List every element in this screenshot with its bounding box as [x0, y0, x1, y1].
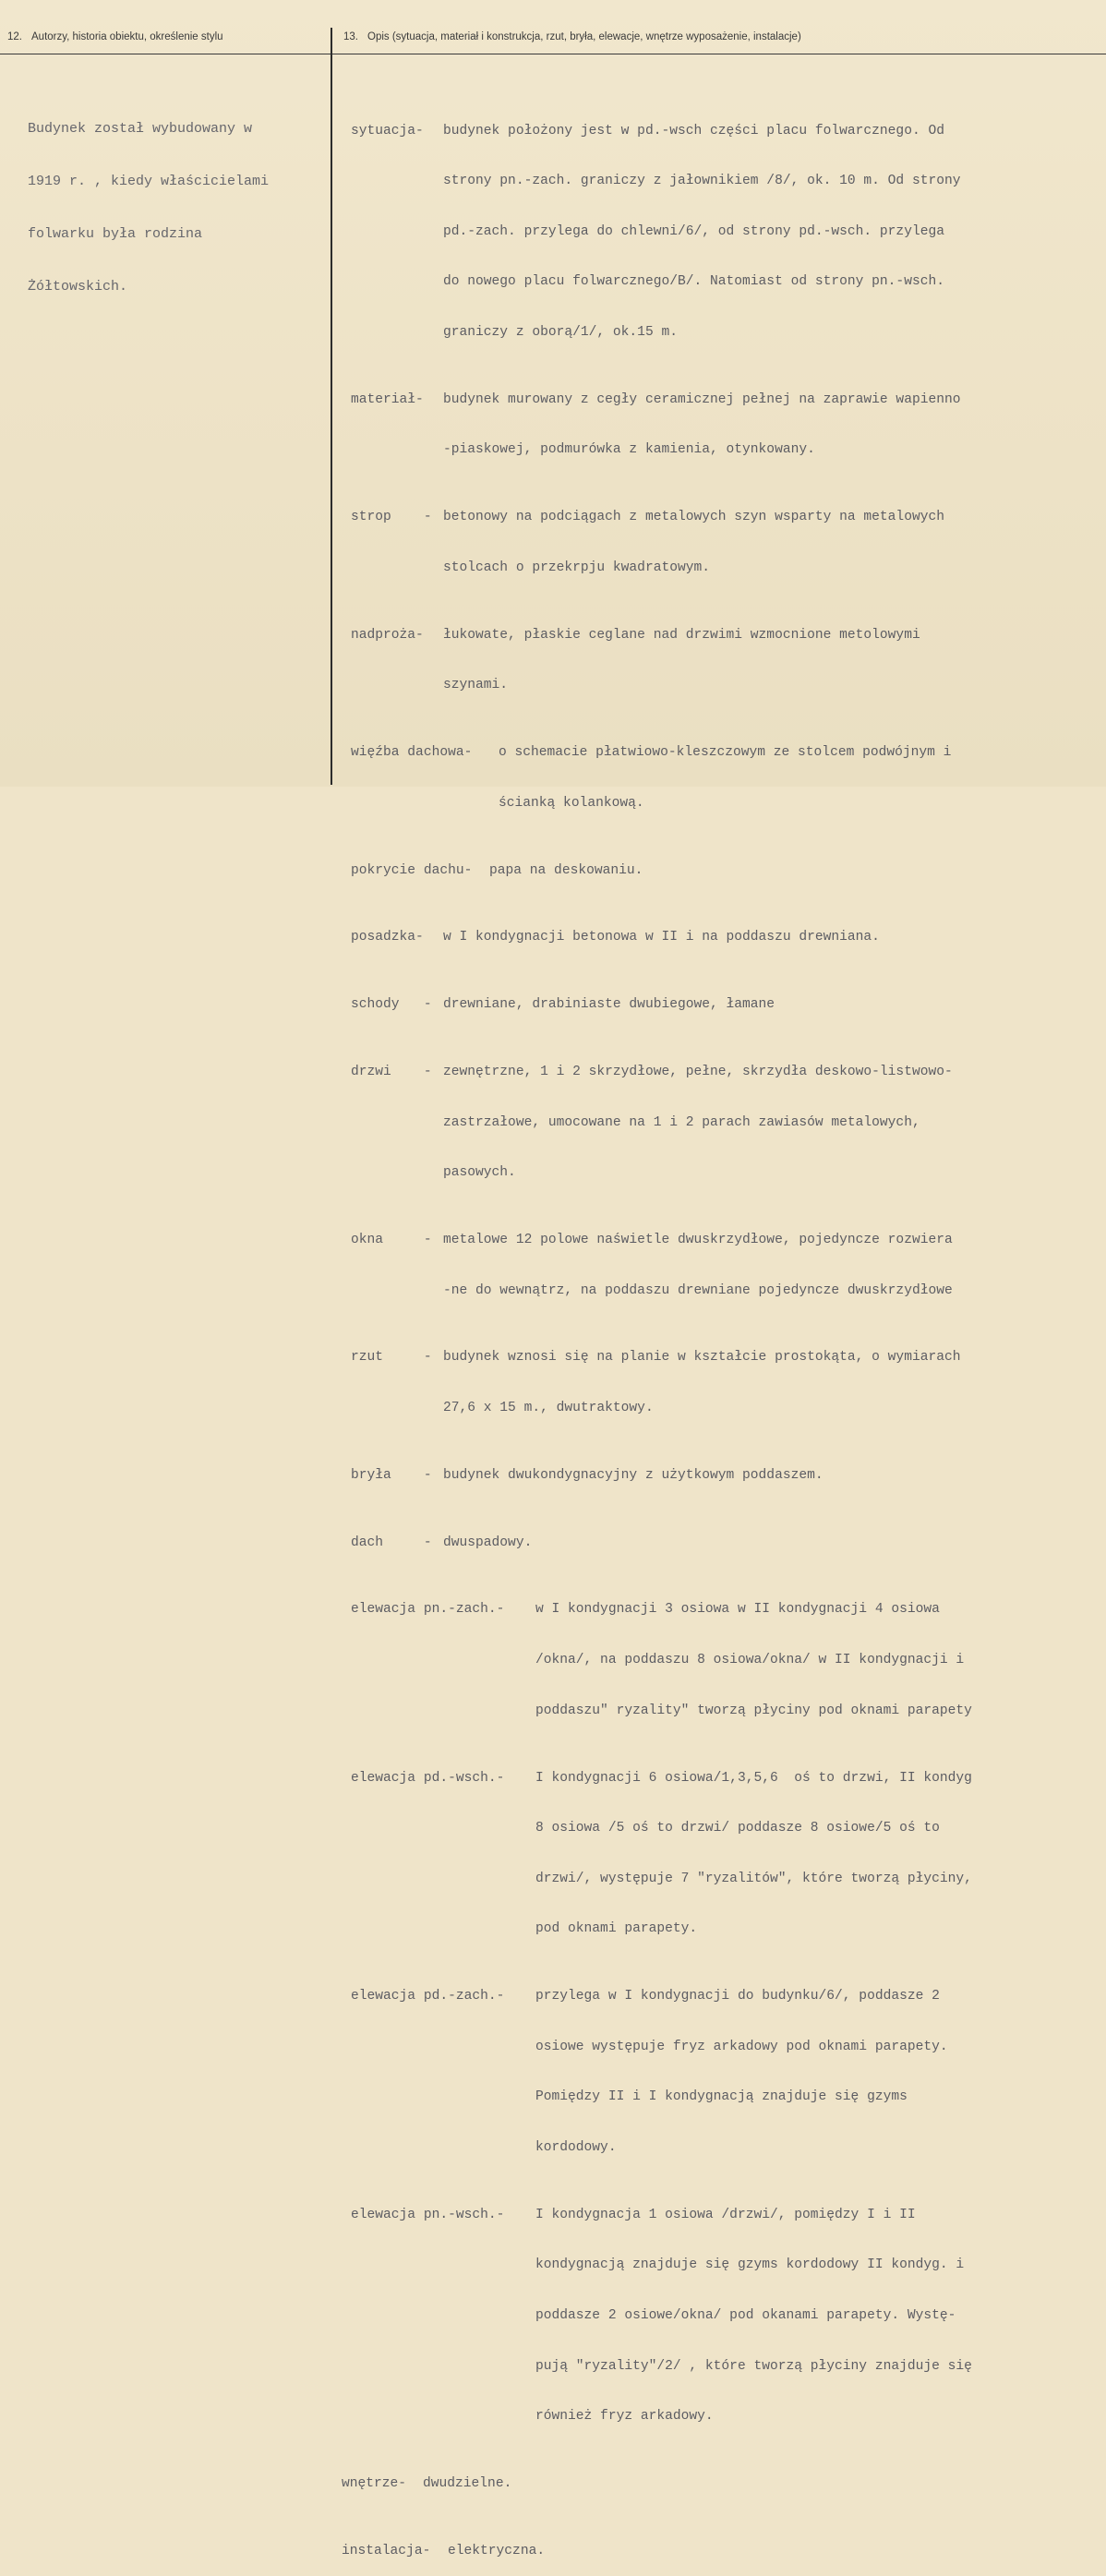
entry-line: zastrzałowe, umocowane na 1 i 2 parach zawiasów metalowych, — [443, 1114, 920, 1130]
entry-label: rzut - — [351, 1350, 432, 1366]
entry-line: dwudzielne. — [423, 2476, 512, 2492]
entry-label: bryła - — [351, 1467, 432, 1483]
entry-line: do nowego placu folwarcznego/B/. Natomiast od strony pn.-wsch. — [443, 274, 944, 290]
entry-line: poddaszu" ryzality" tworzą płyciny pod oknami parapety — [535, 1703, 972, 1718]
column-divider — [331, 28, 332, 785]
entry-line: pd.-zach. przylega do chlewni/6/, od strony pd.-wsch. przylega — [443, 223, 944, 239]
history-text — [28, 85, 305, 313]
entry-label: posadzka- — [351, 930, 424, 945]
entry-line: kondygnacją znajduje się gzyms kordodowy II kondyg. i — [535, 2257, 965, 2273]
entry-line: w I kondygnacji betonowa w II i na poddaszu drewniana. — [443, 930, 880, 945]
entry-label: strop - — [351, 510, 432, 525]
entry-line: I kondygnacji 6 osiowa/1,3,5,6 oś to drzwi, II kondyg — [535, 1770, 972, 1786]
entry-line: pod oknami parapety. — [535, 1921, 698, 1937]
entry-line: drzwi/, występuje 7 "ryzalitów", które tworzą płyciny, — [535, 1871, 972, 1886]
section-13-title: Opis (sytuacja, materiał i konstrukcja, rzut, bryła, elewacje, wnętrze wyposażenie, instalacje) — [367, 31, 801, 42]
entry-line: budynek murowany z cegły ceramicznej pełnej na zaprawie wapienno — [443, 391, 961, 407]
entry-line: I kondygnacja 1 osiowa /drzwi/, pomiędzy I i II — [535, 2207, 916, 2222]
entry-label: drzwi - — [351, 1064, 432, 1079]
entry-label: schody - — [351, 997, 432, 1013]
section-12-number: 12. — [7, 31, 22, 42]
entry-line: łukowate, płaskie ceglane nad drzwimi wzmocnione metolowymi — [443, 627, 920, 643]
entry-line: stolcach o przekrpju kwadratowym. — [443, 560, 711, 575]
entry-line: 27,6 x 15 m., dwutraktowy. — [443, 1401, 654, 1416]
entry-label: instalacja- — [342, 2543, 431, 2558]
entry-line: betonowy na podciągach z metalowych szyn wsparty na metalowych — [443, 510, 944, 525]
section-13-number: 13. — [343, 31, 358, 42]
entry-line: graniczy z oborą/1/, ok.15 m. — [443, 325, 678, 341]
description-text — [342, 72, 1089, 2576]
entry-line: budynek położony jest w pd.-wsch części placu folwarcznego. Od — [443, 123, 944, 138]
entry-line: elektryczna. — [448, 2543, 546, 2558]
history-line: Budynek został wybudowany w — [28, 121, 253, 137]
section-13-header — [343, 31, 801, 42]
entry-line: metalowe 12 polowe naświetle dwuskrzydłowe, pojedyncze rozwiera — [443, 1233, 953, 1248]
entry-label: materiał- — [351, 391, 424, 407]
section-12-title: Autorzy, historia obiektu, określenie stylu — [31, 31, 223, 42]
entry-line: -piaskowej, podmurówka z kamienia, otynkowany. — [443, 442, 815, 458]
entry-line: drewniane, drabiniaste dwubiegowe, łamane — [443, 997, 775, 1013]
entry-label: elewacja pn.-zach.- — [351, 1602, 505, 1618]
entry-label: pokrycie dachu- — [351, 862, 473, 878]
entry-line: zewnętrzne, 1 i 2 skrzydłowe, pełne, skrzydła deskowo-listwowo- — [443, 1064, 953, 1079]
entry-label: elewacja pd.-zach.- — [351, 1989, 505, 2004]
section-12-header — [7, 31, 223, 42]
entry-line: pują "ryzality"/2/ , które tworzą płyciny znajduje się — [535, 2358, 972, 2374]
entry-line: 8 osiowa /5 oś to drzwi/ poddasze 8 osiowe/5 oś to — [535, 1821, 940, 1836]
entry-label: elewacja pn.-wsch.- — [351, 2207, 505, 2222]
entry-line: pasowych. — [443, 1165, 516, 1181]
entry-label: dach - — [351, 1535, 432, 1550]
entry-line: Pomiędzy II i I kondygnacją znajduje się gzyms — [535, 2089, 908, 2105]
entry-line: dwuspadowy. — [443, 1535, 533, 1550]
entry-label: więźba dachowa- — [351, 745, 473, 761]
entry-line: strony pn.-zach. graniczy z jałownikiem /8/, ok. 10 m. Od strony — [443, 174, 961, 189]
entry-label: elewacja pd.-wsch.- — [351, 1770, 505, 1786]
history-line: folwarku była rodzina — [28, 226, 203, 242]
entry-line: poddasze 2 osiowe/okna/ pod okanami parapety. Wystę- — [535, 2308, 956, 2324]
entry-line: /okna/, na poddaszu 8 osiowa/okna/ w II kondygnacji i — [535, 1653, 965, 1668]
entry-line: również fryz arkadowy. — [535, 2409, 714, 2425]
entry-line: -ne do wewnątrz, na poddaszu drewniane pojedyncze dwuskrzydłowe — [443, 1282, 953, 1298]
entry-line: osiowe występuje fryz arkadowy pod oknami parapety. — [535, 2039, 948, 2054]
entry-line: budynek wznosi się na planie w kształcie prostokąta, o wymiarach — [443, 1350, 961, 1366]
entry-line: o schemacie płatwiowo-kleszczowym ze stolcem podwójnym i — [499, 745, 952, 761]
entry-line: kordodowy. — [535, 2139, 617, 2155]
entry-label: okna - — [351, 1233, 432, 1248]
entry-label: wnętrze- — [342, 2476, 407, 2492]
entry-line: przylega w I kondygnacji do budynku/6/, poddasze 2 — [535, 1989, 940, 2004]
entry-line: papa na deskowaniu. — [489, 862, 643, 878]
history-line: 1919 r. , kiedy właścicielami — [28, 174, 270, 189]
entry-label: nadproża- — [351, 627, 424, 643]
entry-line: budynek dwukondygnacyjny z użytkowym poddaszem. — [443, 1467, 823, 1483]
history-line: Żółtowskich. — [28, 279, 128, 295]
entry-label: sytuacja- — [351, 123, 424, 138]
entry-line: w I kondygnacji 3 osiowa w II kondygnacji 4 osiowa — [535, 1602, 940, 1618]
entry-line: ścianką kolankową. — [499, 795, 644, 811]
entry-line: szynami. — [443, 678, 509, 693]
